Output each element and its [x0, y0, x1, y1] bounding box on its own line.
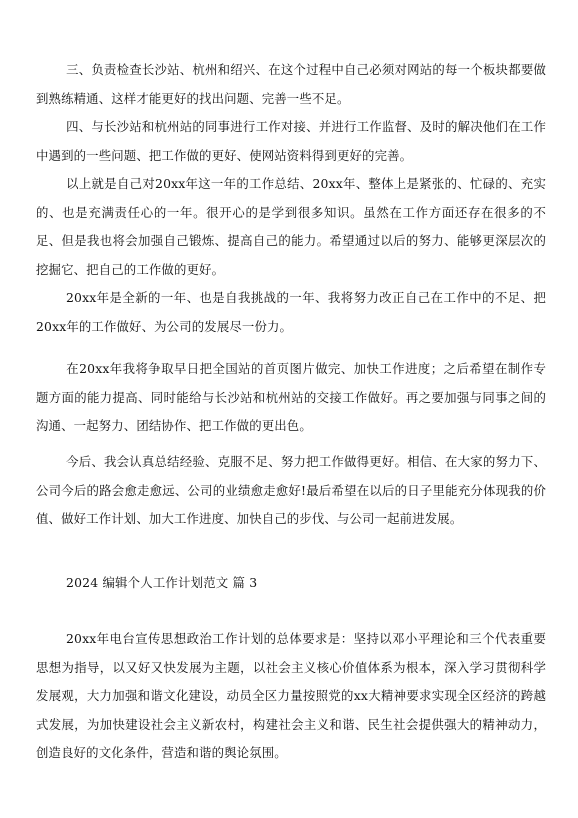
paragraph-2: 四、与长沙站和杭州站的同事进行工作对接、并进行工作监督、及时的解决他们在工作中遇到的一些问题、把工作做的更好、使网站资料得到更好的完善。: [36, 119, 546, 163]
section-paragraph: 20xx年电台宣传思想政治工作计划的总体要求是：坚持以邓小平理论和三个代表重要思想为指导，以又好又快发展为主题，以社会主义核心价值体系为根本，深入学习贯彻科学发展观，大力加强和谐文化建设，动员全区力量按照党的xx大精神要求实现全区经济的跨越式发展，为加快建设社会主义新农村，构建社会主义和谐、民生社会提供强大的精神动力，创造良好的文化条件，营造和谐的舆论氛围。: [36, 631, 546, 760]
paragraph-5: 在20xx年我将争取早日把全国站的首页图片做完、加快工作进度；之后希望在制作专题方面的能力提高、同时能给与长沙站和杭州站的交接工作做好。再之要加强与同事之间的沟通、一起努力、团结协作、把工作做的更出色。: [36, 361, 546, 433]
paragraph-6: 今后、我会认真总结经验、克服不足、努力把工作做得更好。相信、在大家的努力下、公司今后的路会愈走愈远、公司的业绩愈走愈好!最后希望在以后的日子里能充分体现我的价值、做好工作计划、加大工作进度、加快自己的步伐、与公司一起前进发展。: [36, 454, 546, 526]
paragraph-4: 20xx年是全新的一年、也是自我挑战的一年、我将努力改正自己在工作中的不足、把20xx年的工作做好、为公司的发展尽一份力。: [36, 290, 546, 334]
paragraph-3: 以上就是自己对20xx年这一年的工作总结、20xx年、整体上是紧张的、忙碌的、充实的、也是充满责任心的一年。很开心的是学到很多知识。虽然在工作方面还存在很多的不足、但是我也将会加强自己锻炼、提高自己的能力。希望通过以后的努力、能够更深层次的挖掘它、把自己的工作做的更好。: [36, 176, 546, 277]
paragraph-1: 三、负责检查长沙站、杭州和绍兴、在这个过程中自己必须对网站的每一个板块都要做到熟练精通、这样才能更好的找出问题、完善一些不足。: [36, 62, 546, 106]
section-heading: 2024 编辑个人工作计划范文 篇 3: [66, 575, 258, 590]
